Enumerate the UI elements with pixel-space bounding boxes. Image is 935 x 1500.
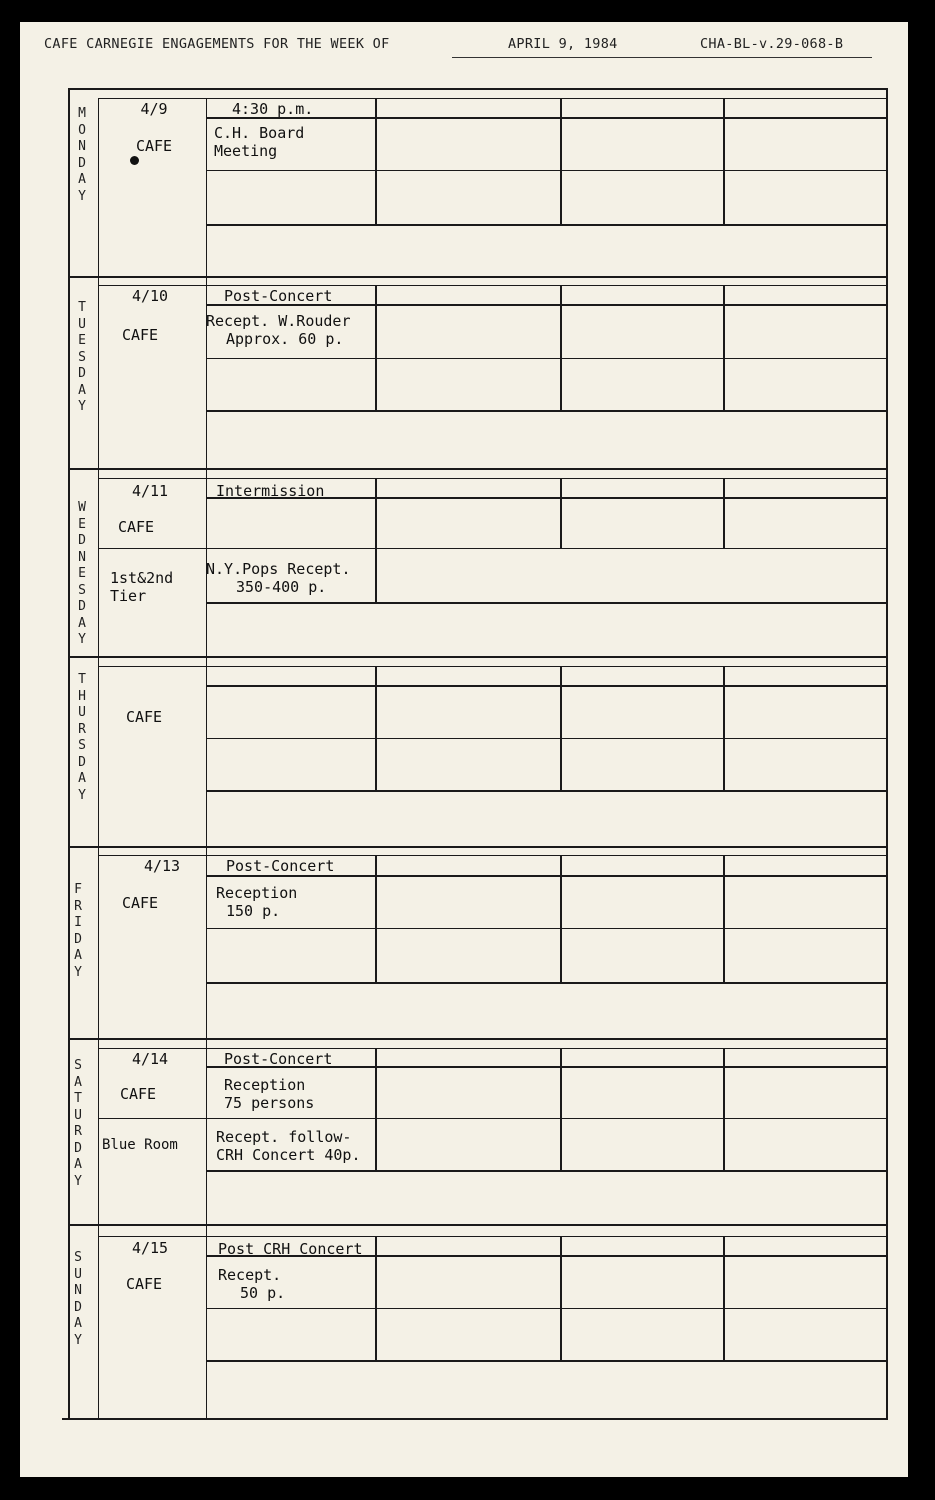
room-cafe: CAFE <box>135 137 173 155</box>
event-line: Approx. 60 p. <box>226 330 344 348</box>
room-cafe: CAFE <box>121 894 159 912</box>
day-label-tuesday: T U E S D A Y <box>78 300 86 414</box>
day-label-thursday: T H U R S D A Y <box>78 672 86 803</box>
event-line: Post CRH Concert <box>218 1240 363 1258</box>
day-label-monday: M O N D A Y <box>78 106 86 204</box>
event-line: Post-Concert <box>226 857 335 875</box>
header-underline <box>452 57 872 58</box>
event-line: 50 p. <box>240 1284 286 1302</box>
day-label-sunday: S U N D A Y <box>74 1250 82 1348</box>
event-line: Recept. <box>218 1266 282 1284</box>
table-top-border <box>68 88 888 90</box>
event-line: 4:30 p.m. <box>232 100 314 118</box>
room-blue-room: Blue Room <box>102 1137 178 1153</box>
event-line: Reception <box>216 884 298 902</box>
room-line: Tier <box>110 587 147 605</box>
table-left-border <box>68 88 70 1420</box>
day-label-friday: F R I D A Y <box>74 882 82 980</box>
date-monday: 4/9 <box>140 100 168 118</box>
room-cafe: CAFE <box>119 1085 157 1103</box>
table-right-border <box>886 88 888 1420</box>
week-date: APRIL 9, 1984 <box>508 36 618 52</box>
date-tuesday: 4/10 <box>131 287 169 305</box>
date-sunday: 4/15 <box>131 1239 169 1257</box>
event-line: N.Y.Pops Recept. <box>206 560 351 578</box>
event-line: 75 persons <box>224 1094 315 1112</box>
event-line: Reception <box>224 1076 306 1094</box>
document-page <box>20 22 908 1477</box>
event-line: CRH Concert 40p. <box>216 1146 361 1164</box>
day-label-wednesday: W E D N E S D A Y <box>78 500 86 647</box>
event-line: Meeting <box>214 142 278 160</box>
document-title: CAFE CARNEGIE ENGAGEMENTS FOR THE WEEK OF <box>44 36 390 52</box>
day-label-saturday: S A T U R D A Y <box>74 1058 82 1189</box>
date-wednesday: 4/11 <box>131 482 169 500</box>
room-line: 1st&2nd <box>110 569 174 587</box>
event-line: Recept. W.Rouder <box>206 312 351 330</box>
event-line: 350-400 p. <box>236 578 327 596</box>
event-line: 150 p. <box>226 902 281 920</box>
room-cafe: CAFE <box>121 326 159 344</box>
ink-mark <box>130 156 139 165</box>
event-line: Post-Concert <box>224 1050 333 1068</box>
date-saturday: 4/14 <box>131 1050 169 1068</box>
event-line: C.H. Board <box>214 124 305 142</box>
event-line: Recept. follow- <box>216 1128 352 1146</box>
event-line: Post-Concert <box>224 287 333 305</box>
archive-code: CHA-BL-v.29-068-B <box>700 36 844 52</box>
room-column-divider <box>206 98 207 1418</box>
date-friday: 4/13 <box>143 857 181 875</box>
event-line: Intermission <box>216 482 325 500</box>
room-cafe: CAFE <box>117 518 155 536</box>
room-cafe: CAFE <box>125 708 163 726</box>
room-cafe: CAFE <box>125 1275 163 1293</box>
table-bottom-border <box>62 1418 888 1420</box>
